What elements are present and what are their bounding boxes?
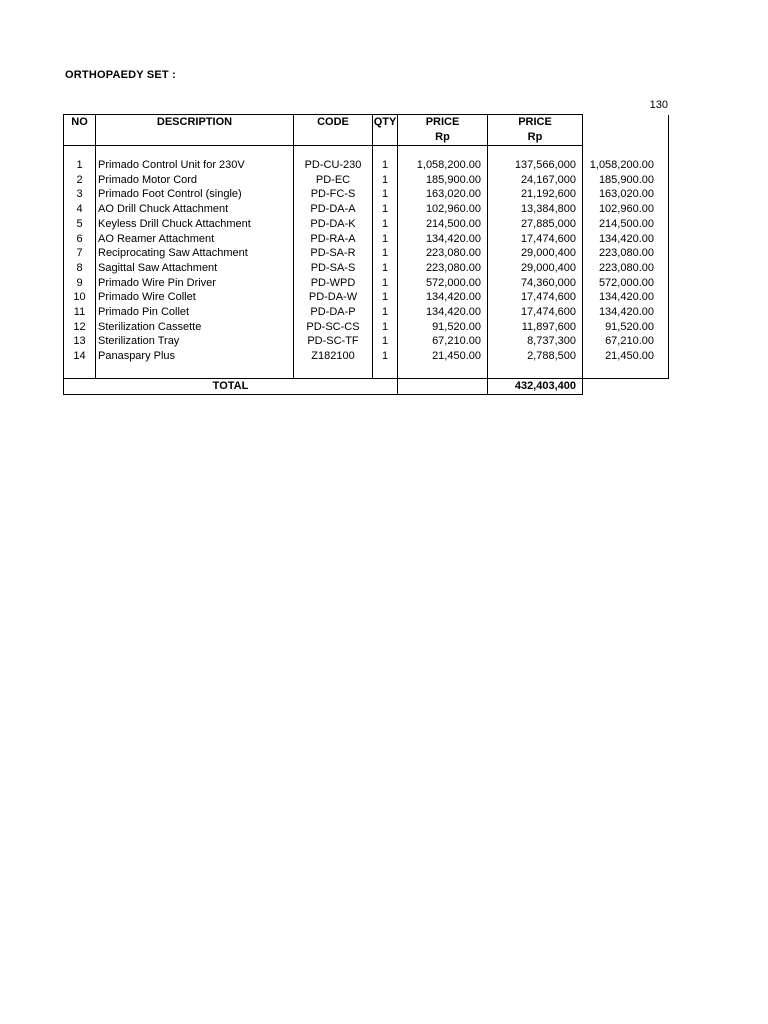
cell-description: Sterilization Cassette: [96, 320, 294, 335]
table-row: [64, 202, 669, 217]
cell-price-rp: 24,167,000: [488, 173, 583, 188]
cell-code: PD-EC: [294, 173, 373, 188]
cell-description: Primado Control Unit for 230V: [96, 158, 294, 173]
cell-price-usd: 134,420.00: [398, 290, 488, 305]
cell-extra: 163,020.00: [583, 187, 669, 202]
cell-qty: 1: [373, 334, 398, 349]
table-row: [64, 217, 669, 232]
cell-extra: 223,080.00: [583, 261, 669, 276]
cell-price-rp: 17,474,600: [488, 232, 583, 247]
cell-qty: 1: [373, 158, 398, 173]
table-row: [64, 187, 669, 202]
cell-price-rp: 17,474,600: [488, 305, 583, 320]
cell-description: Primado Wire Collet: [96, 290, 294, 305]
table-row: [64, 173, 669, 188]
tail-spacer-row: [64, 364, 669, 379]
total-value: 432,403,400: [488, 378, 583, 394]
total-blank-cell: [398, 378, 488, 394]
cell-price-rp: 21,192,600: [488, 187, 583, 202]
cell-no: 2: [64, 173, 96, 188]
cell-no: 4: [64, 202, 96, 217]
cell-price-rp: 27,885,000: [488, 217, 583, 232]
cell-qty: 1: [373, 202, 398, 217]
cell-price-usd: 67,210.00: [398, 334, 488, 349]
cell-qty: 1: [373, 187, 398, 202]
cell-qty: 1: [373, 305, 398, 320]
table-row: [64, 349, 669, 364]
document-title: ORTHOPAEDY SET :: [65, 69, 176, 81]
cell-price-rp: 74,360,000: [488, 276, 583, 291]
header-price-usd-unit: Rp: [435, 130, 450, 143]
cell-price-rp: 137,566,000: [488, 158, 583, 173]
cell-no: 10: [64, 290, 96, 305]
cell-price-rp: 29,000,400: [488, 246, 583, 261]
table-row: [64, 158, 669, 173]
cell-no: 14: [64, 349, 96, 364]
cell-extra: 572,000.00: [583, 276, 669, 291]
cell-description: AO Drill Chuck Attachment: [96, 202, 294, 217]
header-no: NO: [64, 115, 96, 146]
cell-qty: 1: [373, 217, 398, 232]
total-empty-cell: [583, 378, 669, 394]
cell-extra: 214,500.00: [583, 217, 669, 232]
cell-price-usd: 91,520.00: [398, 320, 488, 335]
cell-price-usd: 214,500.00: [398, 217, 488, 232]
table-row: [64, 290, 669, 305]
header-price-rp: [488, 115, 583, 146]
cell-description: Primado Wire Pin Driver: [96, 276, 294, 291]
cell-price-rp: 2,788,500: [488, 349, 583, 364]
cell-description: Sagittal Saw Attachment: [96, 261, 294, 276]
cell-price-usd: 163,020.00: [398, 187, 488, 202]
cell-extra: 21,450.00: [583, 349, 669, 364]
header-description: DESCRIPTION: [96, 115, 294, 146]
cell-price-usd: 134,420.00: [398, 232, 488, 247]
table-row: [64, 334, 669, 349]
orthopaedy-set-table: [63, 114, 669, 395]
cell-code: PD-DA-W: [294, 290, 373, 305]
cell-no: 8: [64, 261, 96, 276]
cell-code: PD-FC-S: [294, 187, 373, 202]
cell-no: 7: [64, 246, 96, 261]
header-price-usd-label: PRICE: [425, 116, 460, 128]
cell-code: PD-DA-K: [294, 217, 373, 232]
cell-no: 12: [64, 320, 96, 335]
cell-price-rp: 8,737,300: [488, 334, 583, 349]
cell-qty: 1: [373, 320, 398, 335]
cell-qty: 1: [373, 173, 398, 188]
cell-no: 5: [64, 217, 96, 232]
cell-description: Keyless Drill Chuck Attachment: [96, 217, 294, 232]
cell-description: Sterilization Tray: [96, 334, 294, 349]
cell-price-rp: 13,384,800: [488, 202, 583, 217]
cell-price-usd: 572,000.00: [398, 276, 488, 291]
cell-description: Primado Pin Collet: [96, 305, 294, 320]
cell-extra: 134,420.00: [583, 305, 669, 320]
cell-code: PD-WPD: [294, 276, 373, 291]
cell-price-usd: 21,450.00: [398, 349, 488, 364]
table-row: [64, 276, 669, 291]
cell-extra: 91,520.00: [583, 320, 669, 335]
header-price-rp-label: PRICE: [518, 116, 552, 128]
header-code: CODE: [294, 115, 373, 146]
cell-qty: 1: [373, 290, 398, 305]
cell-code: PD-DA-P: [294, 305, 373, 320]
cell-price-usd: 223,080.00: [398, 261, 488, 276]
cell-description: Reciprocating Saw Attachment: [96, 246, 294, 261]
cell-description: AO Reamer Attachment: [96, 232, 294, 247]
cell-qty: 1: [373, 276, 398, 291]
cell-code: PD-DA-A: [294, 202, 373, 217]
cell-code: PD-SC-TF: [294, 334, 373, 349]
cell-extra: 134,420.00: [583, 290, 669, 305]
cell-price-rp: 17,474,600: [488, 290, 583, 305]
cell-code: PD-SA-S: [294, 261, 373, 276]
cell-extra: 134,420.00: [583, 232, 669, 247]
cell-price-usd: 134,420.00: [398, 305, 488, 320]
table-row: [64, 261, 669, 276]
table-row: [64, 232, 669, 247]
cell-qty: 1: [373, 232, 398, 247]
total-row: [64, 378, 669, 394]
cell-extra: 223,080.00: [583, 246, 669, 261]
cell-description: Primado Foot Control (single): [96, 187, 294, 202]
cell-extra: 185,900.00: [583, 173, 669, 188]
total-label: TOTAL: [64, 378, 398, 394]
cell-price-usd: 102,960.00: [398, 202, 488, 217]
cell-description: Panaspary Plus: [96, 349, 294, 364]
table-row: [64, 305, 669, 320]
table-row: [64, 246, 669, 261]
cell-price-rp: 29,000,400: [488, 261, 583, 276]
cell-code: PD-CU-230: [294, 158, 373, 173]
cell-price-usd: 185,900.00: [398, 173, 488, 188]
cell-extra: 102,960.00: [583, 202, 669, 217]
cell-no: 3: [64, 187, 96, 202]
table-row: [64, 320, 669, 335]
cell-qty: 1: [373, 261, 398, 276]
cell-no: 9: [64, 276, 96, 291]
header-price-rp-unit: Rp: [527, 130, 543, 143]
cell-qty: 1: [373, 246, 398, 261]
header-extra: [583, 115, 669, 146]
cell-no: 1: [64, 158, 96, 173]
exchange-rate: 130: [649, 99, 668, 111]
cell-price-usd: 1,058,200.00: [398, 158, 488, 173]
spacer-row: [64, 146, 669, 159]
cell-code: PD-SA-R: [294, 246, 373, 261]
cell-price-usd: 223,080.00: [398, 246, 488, 261]
cell-extra: 67,210.00: [583, 334, 669, 349]
cell-no: 11: [64, 305, 96, 320]
cell-no: 6: [64, 232, 96, 247]
header-qty: QTY: [373, 115, 398, 146]
cell-code: Z182100: [294, 349, 373, 364]
cell-code: PD-RA-A: [294, 232, 373, 247]
cell-description: Primado Motor Cord: [96, 173, 294, 188]
header-row: [64, 115, 669, 146]
cell-extra: 1,058,200.00: [583, 158, 669, 173]
cell-code: PD-SC-CS: [294, 320, 373, 335]
cell-price-rp: 11,897,600: [488, 320, 583, 335]
cell-qty: 1: [373, 349, 398, 364]
header-price-usd: [398, 115, 488, 146]
cell-no: 13: [64, 334, 96, 349]
